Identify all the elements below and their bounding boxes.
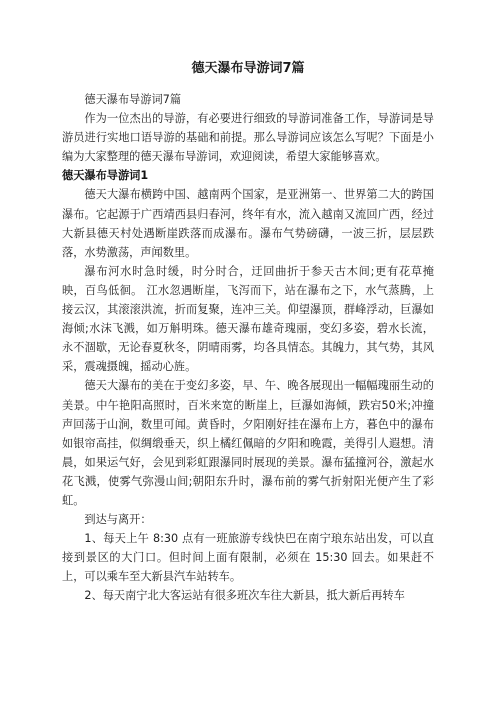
document-title: 德天瀑布导游词7篇 bbox=[191, 61, 305, 76]
travel-item: 1、每天上午 8:30 点有一班旅游专线快巴在南宁琅东站出发，可以直接到景区的大门口。但时间上面有限制，必须在 15:30 回去。如果赶不上，可以乘车至大新县汽车站转车。 bbox=[62, 532, 434, 584]
section-heading: 德天瀑布导游词1 bbox=[62, 169, 149, 183]
body-paragraph: 瀑布河水时急时缓，时分时合，迂回曲折于参天古木间;更有花草掩映，百鸟低徊。 江水忽遇断崖，飞泻而下，站在瀑布之下，水气蒸腾，上接云汉，其滚滚洪流，折而复聚，连冲三关。仰望瀑顶，群峰浮动，巨瀑如海倾;水沫飞溅，如万斛明珠。德天瀑布雄奇瑰丽，变幻多姿，碧水长流，永不涸歇，无论春夏秋冬，阴晴雨雾，均各具情态。其魄力，其气势，其风采，震魂摄魄，摇动心旌。 bbox=[62, 264, 434, 374]
travel-item: 2、每天南宁北大客运站有很多班次车往大新县，抵大新后再转车 bbox=[84, 589, 405, 603]
document-body bbox=[62, 90, 434, 606]
intro-paragraph: 作为一位杰出的导游，有必要进行细致的导游词准备工作，导游词是导游员进行实地口语导游的基础和前提。那么导游词应该怎么写呢？下面是小编为大家整理的德天瀑布导游词，欢迎阅读，希望大家能够喜欢。 bbox=[62, 112, 434, 164]
travel-heading: 到达与离开： bbox=[84, 513, 152, 527]
intro-subtitle: 德天瀑布导游词7篇 bbox=[84, 93, 182, 106]
document-page bbox=[62, 60, 434, 606]
body-paragraph: 德天大瀑布的美在于变幻多姿，早、午、晚各展现出一幅幅瑰丽生动的美景。中午艳阳高照时，百米来宽的断崖上，巨瀑如海倾，跌宕50米;冲撞声回荡于山涧，数里可闻。黄昏时，夕阳刚好挂在瀑布上方，暮色中的瀑布如银帘高挂，似绸缎垂天，织上橘红佩暗的夕阳和晚霞，美得引人遐想。清晨，如果运气好，会见到彩虹跟瀑同时展现的美景。瀑布猛撞河谷，激起水花飞溅，使雾气弥漫山间;朝阳东升时，瀑布前的雾气折射阳光便产生了彩虹。 bbox=[62, 379, 434, 507]
body-paragraph: 德天大瀑布横跨中国、越南两个国家，是亚洲第一、世界第二大的跨国瀑布。它起源于广西靖西县归春河，终年有水，流入越南又流回广西，经过大新县德天村处遇断崖跌落而成瀑布。瀑布气势磅礴，一波三折，层层跌落，水势激荡，声闻数里。 bbox=[62, 188, 434, 259]
